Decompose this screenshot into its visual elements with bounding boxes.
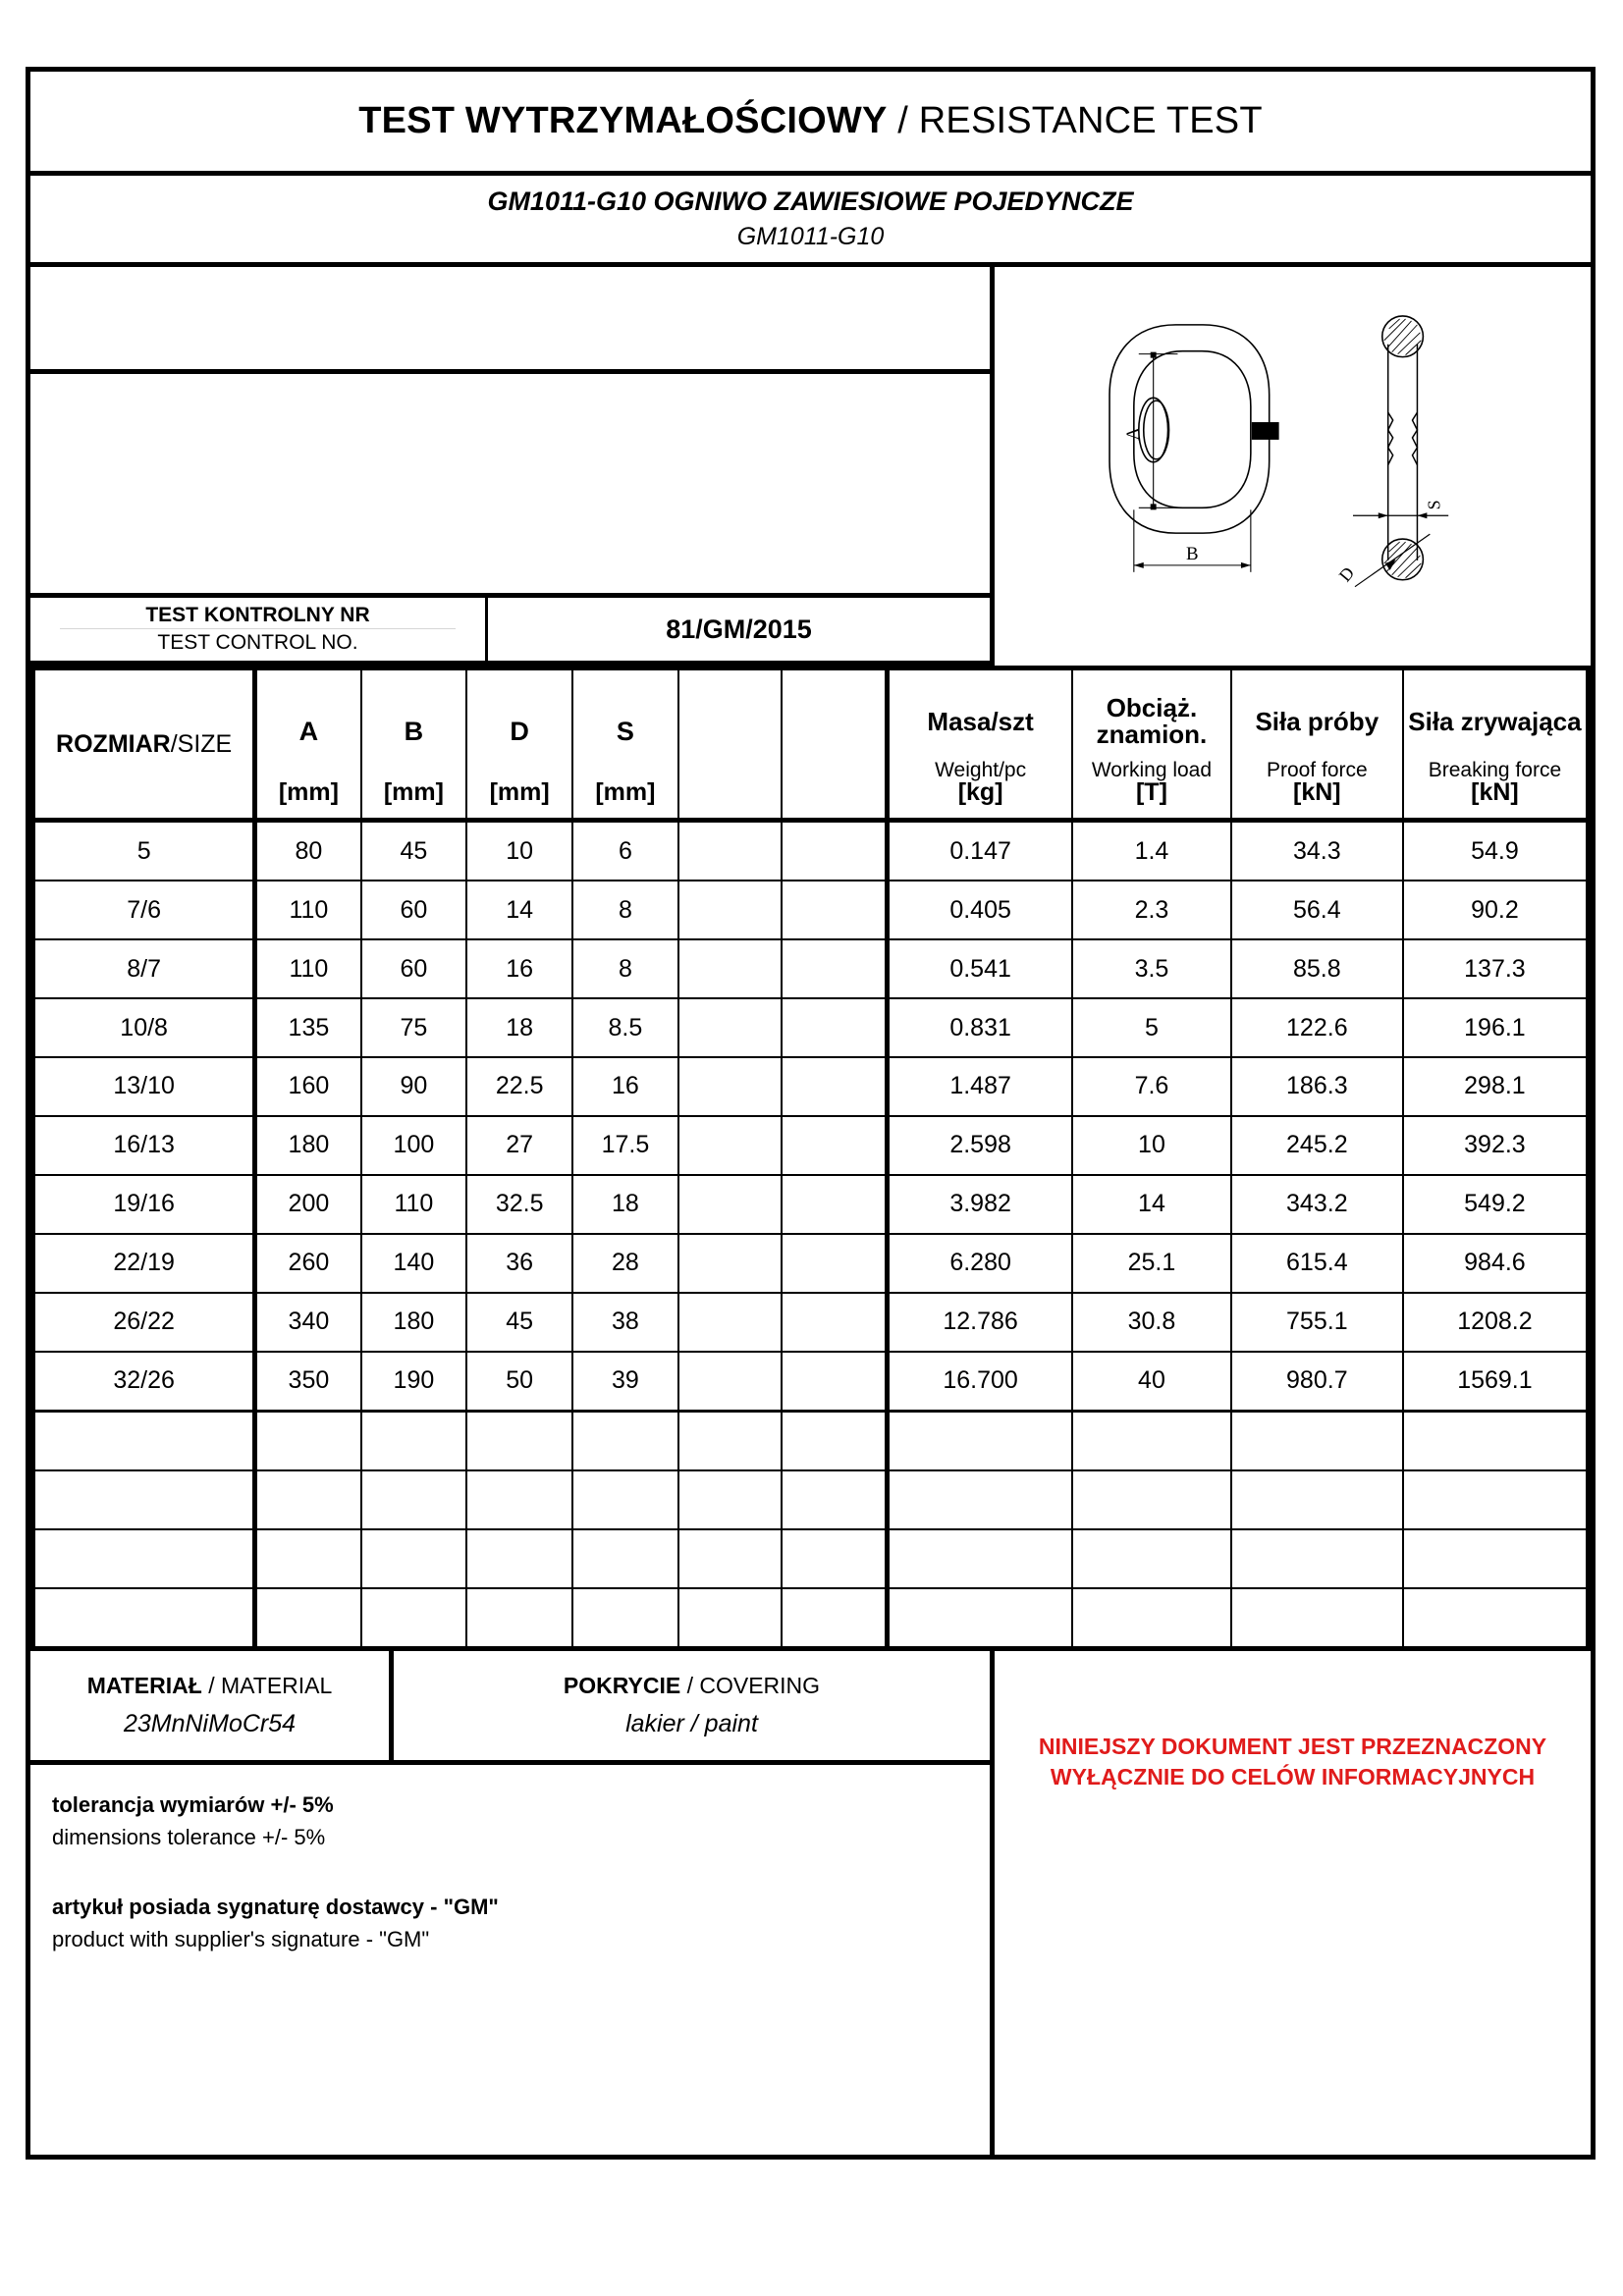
cell-empty <box>782 1588 888 1649</box>
cell-load: 1.4 <box>1072 821 1231 881</box>
header-mass-en: Weight/pc <box>935 759 1027 781</box>
cell-size: 16/13 <box>33 1116 255 1175</box>
cell-blank2 <box>782 1175 888 1234</box>
cell-empty <box>572 1411 678 1470</box>
table-row-empty <box>33 1529 1589 1588</box>
cell-d: 50 <box>466 1352 572 1412</box>
cell-empty <box>255 1411 361 1470</box>
cell-load: 10 <box>1072 1116 1231 1175</box>
table-row-empty <box>33 1470 1589 1529</box>
cell-empty <box>572 1470 678 1529</box>
specification-table-wrapper <box>30 666 1591 1651</box>
header-break-pl: Siła zrywająca <box>1408 706 1582 736</box>
table-row-empty <box>33 1411 1589 1470</box>
cell-empty <box>33 1529 255 1588</box>
cell-empty <box>888 1411 1073 1470</box>
cell-empty <box>1231 1470 1403 1529</box>
material-label-en: / MATERIAL <box>201 1673 333 1699</box>
specification-table <box>30 666 1591 1651</box>
cell-d: 45 <box>466 1293 572 1352</box>
note-signature-pl: artykuł posiada sygnaturę dostawcy - "GM" <box>52 1895 499 1919</box>
cell-a: 135 <box>255 998 361 1057</box>
cell-empty <box>1403 1529 1589 1588</box>
product-name-primary: GM1011-G10 OGNIWO ZAWIESIOWE POJEDYNCZE <box>487 187 1134 216</box>
header-s-letter: S <box>616 716 634 746</box>
table-row <box>33 881 1589 939</box>
cell-a: 260 <box>255 1234 361 1293</box>
cell-size: 26/22 <box>33 1293 255 1352</box>
cell-proof: 245.2 <box>1231 1116 1403 1175</box>
cell-d: 32.5 <box>466 1175 572 1234</box>
cell-d: 36 <box>466 1234 572 1293</box>
cell-a: 110 <box>255 939 361 998</box>
disclaimer-panel <box>995 1651 1591 2155</box>
header-proof-force <box>1231 668 1403 821</box>
test-control-label-en: TEST CONTROL NO. <box>157 631 358 654</box>
cell-proof: 755.1 <box>1231 1293 1403 1352</box>
cell-size: 32/26 <box>33 1352 255 1412</box>
product-code-secondary: GM1011-G10 <box>736 223 885 250</box>
covering-label-en: / COVERING <box>680 1673 821 1699</box>
table-row-empty <box>33 1588 1589 1649</box>
cell-empty <box>1072 1470 1231 1529</box>
document-frame <box>26 67 1596 2160</box>
header-breaking-force <box>1403 668 1589 821</box>
header-size <box>33 668 255 821</box>
cell-b: 90 <box>361 1057 467 1116</box>
material-covering-row <box>30 1651 995 1765</box>
cell-empty <box>572 1588 678 1649</box>
cell-b: 140 <box>361 1234 467 1293</box>
cross-section-top <box>1382 316 1424 357</box>
cell-empty <box>888 1470 1073 1529</box>
material-value: 23MnNiMoCr54 <box>123 1710 297 1738</box>
cell-d: 18 <box>466 998 572 1057</box>
cell-b: 60 <box>361 939 467 998</box>
cell-empty <box>255 1470 361 1529</box>
cell-proof: 186.3 <box>1231 1057 1403 1116</box>
cell-blank2 <box>782 1116 888 1175</box>
header-proof-pl: Siła próby <box>1255 706 1380 736</box>
cell-blank2 <box>782 881 888 939</box>
cell-mass: 0.831 <box>888 998 1073 1057</box>
title-band <box>30 72 1591 176</box>
title-english: / RESISTANCE TEST <box>887 100 1263 141</box>
cell-empty <box>1072 1588 1231 1649</box>
cell-empty <box>782 1470 888 1529</box>
table-row <box>33 998 1589 1057</box>
blank-box-upper <box>30 267 990 374</box>
header-a-unit: [mm] <box>278 778 339 806</box>
cell-proof: 34.3 <box>1231 821 1403 881</box>
blank-box-lower <box>30 374 990 593</box>
cell-s: 8 <box>572 881 678 939</box>
covering-label <box>564 1674 820 1697</box>
cell-blank1 <box>678 998 782 1057</box>
cell-empty <box>33 1470 255 1529</box>
material-label <box>87 1674 333 1697</box>
cell-empty <box>1072 1411 1231 1470</box>
cell-mass: 3.982 <box>888 1175 1073 1234</box>
header-spare-1 <box>678 668 782 821</box>
cell-b: 100 <box>361 1116 467 1175</box>
test-control-row <box>30 593 995 666</box>
cell-empty <box>1403 1411 1589 1470</box>
cell-blank1 <box>678 1116 782 1175</box>
cell-mass: 2.598 <box>888 1116 1073 1175</box>
cell-blank1 <box>678 881 782 939</box>
cell-s: 16 <box>572 1057 678 1116</box>
material-cell <box>30 1651 394 1760</box>
cell-empty <box>1403 1470 1589 1529</box>
cell-load: 2.3 <box>1072 881 1231 939</box>
cell-s: 28 <box>572 1234 678 1293</box>
cell-b: 75 <box>361 998 467 1057</box>
dimension-label-a: A <box>1122 427 1144 441</box>
cell-s: 39 <box>572 1352 678 1412</box>
header-break-unit: [kN] <box>1471 778 1519 806</box>
note-signature <box>52 1891 990 1955</box>
table-row <box>33 1293 1589 1352</box>
cell-empty <box>678 1588 782 1649</box>
cell-empty <box>466 1470 572 1529</box>
cell-size: 7/6 <box>33 881 255 939</box>
header-break-en: Breaking force <box>1428 759 1562 781</box>
note-signature-en: product with supplier's signature - "GM" <box>52 1927 430 1951</box>
subtitle-band <box>30 176 1591 267</box>
note-tolerance-en: dimensions tolerance +/- 5% <box>52 1825 326 1849</box>
cell-empty <box>466 1588 572 1649</box>
cell-blank1 <box>678 821 782 881</box>
cell-breaking: 298.1 <box>1403 1057 1589 1116</box>
cell-empty <box>782 1529 888 1588</box>
cell-breaking: 1208.2 <box>1403 1293 1589 1352</box>
cell-b: 110 <box>361 1175 467 1234</box>
table-body <box>33 821 1589 1649</box>
header-b <box>361 668 467 821</box>
cell-breaking: 90.2 <box>1403 881 1589 939</box>
cell-mass: 12.786 <box>888 1293 1073 1352</box>
cell-blank1 <box>678 1234 782 1293</box>
cell-empty <box>888 1588 1073 1649</box>
table-row <box>33 1175 1589 1234</box>
cell-breaking: 54.9 <box>1403 821 1589 881</box>
header-b-letter: B <box>404 716 424 746</box>
cell-breaking: 196.1 <box>1403 998 1589 1057</box>
cell-empty <box>361 1411 467 1470</box>
cell-mass: 0.147 <box>888 821 1073 881</box>
cell-s: 17.5 <box>572 1116 678 1175</box>
cell-proof: 980.7 <box>1231 1352 1403 1412</box>
header-working-load <box>1072 668 1231 821</box>
cell-d: 14 <box>466 881 572 939</box>
dimension-label-b: B <box>1186 543 1199 564</box>
table-header-row <box>33 668 1589 821</box>
header-load-pl: Obciąż. znamion. <box>1096 693 1208 749</box>
cell-load: 30.8 <box>1072 1293 1231 1352</box>
cell-a: 160 <box>255 1057 361 1116</box>
cell-empty <box>1231 1529 1403 1588</box>
table-row <box>33 1352 1589 1412</box>
header-d-letter: D <box>510 716 529 746</box>
cell-breaking: 984.6 <box>1403 1234 1589 1293</box>
test-control-label <box>30 598 488 661</box>
cell-a: 350 <box>255 1352 361 1412</box>
dimension-label-d: D <box>1334 562 1359 586</box>
page-title <box>358 100 1263 142</box>
table-row <box>33 1057 1589 1116</box>
header-load-en: Working load <box>1091 759 1213 781</box>
cell-mass: 1.487 <box>888 1057 1073 1116</box>
test-control-label-pl: TEST KONTROLNY NR <box>60 605 456 629</box>
cell-breaking: 1569.1 <box>1403 1352 1589 1412</box>
cell-blank2 <box>782 998 888 1057</box>
master-link-drawing <box>995 267 1591 593</box>
note-tolerance-pl: tolerancja wymiarów +/- 5% <box>52 1792 334 1817</box>
covering-cell <box>394 1651 990 1760</box>
cell-blank1 <box>678 1057 782 1116</box>
upper-section <box>30 267 1591 593</box>
cell-proof: 615.4 <box>1231 1234 1403 1293</box>
header-mass-unit: [kg] <box>957 778 1003 806</box>
cell-mass: 0.405 <box>888 881 1073 939</box>
cell-empty <box>255 1529 361 1588</box>
cell-empty <box>1072 1529 1231 1588</box>
table-row <box>33 821 1589 881</box>
table-row <box>33 939 1589 998</box>
cell-empty <box>33 1588 255 1649</box>
cell-empty <box>678 1411 782 1470</box>
cell-d: 16 <box>466 939 572 998</box>
weld-band <box>1252 422 1279 440</box>
cell-blank2 <box>782 1057 888 1116</box>
cell-s: 8.5 <box>572 998 678 1057</box>
cell-empty <box>466 1411 572 1470</box>
cell-blank1 <box>678 1352 782 1412</box>
test-control-number: 81/GM/2015 <box>666 614 812 644</box>
cell-empty <box>361 1529 467 1588</box>
cell-empty <box>888 1529 1073 1588</box>
header-d-unit: [mm] <box>489 778 550 806</box>
cell-size: 22/19 <box>33 1234 255 1293</box>
header-mass <box>888 668 1073 821</box>
header-a <box>255 668 361 821</box>
cell-s: 18 <box>572 1175 678 1234</box>
header-size-pl: ROZMIAR <box>56 729 171 758</box>
cell-b: 190 <box>361 1352 467 1412</box>
cell-b: 60 <box>361 881 467 939</box>
cell-blank2 <box>782 1293 888 1352</box>
cell-d: 22.5 <box>466 1057 572 1116</box>
notes-section <box>30 1765 995 2155</box>
cell-a: 110 <box>255 881 361 939</box>
cell-s: 38 <box>572 1293 678 1352</box>
cell-empty <box>678 1529 782 1588</box>
cell-blank2 <box>782 1352 888 1412</box>
cell-s: 8 <box>572 939 678 998</box>
header-b-unit: [mm] <box>383 778 444 806</box>
cell-blank2 <box>782 821 888 881</box>
cell-s: 6 <box>572 821 678 881</box>
table-row <box>33 1116 1589 1175</box>
disclaimer-line-1: NINIEJSZY DOKUMENT JEST PRZEZNACZONY <box>1038 1734 1547 1759</box>
cell-size: 8/7 <box>33 939 255 998</box>
cell-empty <box>361 1470 467 1529</box>
cell-a: 180 <box>255 1116 361 1175</box>
cell-empty <box>33 1411 255 1470</box>
cell-empty <box>255 1588 361 1649</box>
cell-size: 19/16 <box>33 1175 255 1234</box>
cell-size: 10/8 <box>33 998 255 1057</box>
cell-load: 7.6 <box>1072 1057 1231 1116</box>
cell-blank2 <box>782 1234 888 1293</box>
cell-proof: 122.6 <box>1231 998 1403 1057</box>
header-size-en: /SIZE <box>170 729 233 758</box>
cell-empty <box>361 1588 467 1649</box>
cell-breaking: 549.2 <box>1403 1175 1589 1234</box>
header-spare-2 <box>782 668 888 821</box>
covering-value: lakier / paint <box>625 1710 758 1738</box>
cell-mass: 0.541 <box>888 939 1073 998</box>
header-s <box>572 668 678 821</box>
cell-empty <box>466 1529 572 1588</box>
dimension-label-s: S <box>1424 500 1444 510</box>
cell-size: 5 <box>33 821 255 881</box>
cell-empty <box>782 1411 888 1470</box>
cell-size: 13/10 <box>33 1057 255 1116</box>
cell-mass: 16.700 <box>888 1352 1073 1412</box>
cell-load: 14 <box>1072 1175 1231 1234</box>
cell-empty <box>678 1470 782 1529</box>
cell-proof: 343.2 <box>1231 1175 1403 1234</box>
cell-empty <box>1231 1588 1403 1649</box>
cell-blank1 <box>678 1293 782 1352</box>
cell-a: 200 <box>255 1175 361 1234</box>
covering-label-pl: POKRYCIE <box>563 1673 681 1699</box>
header-proof-unit: [kN] <box>1293 778 1341 806</box>
cell-d: 10 <box>466 821 572 881</box>
header-mass-pl: Masa/szt <box>927 706 1034 736</box>
header-s-unit: [mm] <box>595 778 656 806</box>
blank-notes-area <box>30 267 995 593</box>
cell-load: 40 <box>1072 1352 1231 1412</box>
header-a-letter: A <box>298 716 319 746</box>
cell-breaking: 392.3 <box>1403 1116 1589 1175</box>
cell-load: 3.5 <box>1072 939 1231 998</box>
technical-drawing-panel <box>995 267 1591 593</box>
cell-mass: 6.280 <box>888 1234 1073 1293</box>
cell-empty <box>1403 1588 1589 1649</box>
cell-proof: 85.8 <box>1231 939 1403 998</box>
cell-blank1 <box>678 939 782 998</box>
cell-breaking: 137.3 <box>1403 939 1589 998</box>
cell-b: 45 <box>361 821 467 881</box>
cell-d: 27 <box>466 1116 572 1175</box>
material-label-pl: MATERIAŁ <box>86 1673 202 1699</box>
note-tolerance <box>52 1789 990 1853</box>
header-load-unit: [T] <box>1135 778 1167 806</box>
cell-blank1 <box>678 1175 782 1234</box>
cell-a: 340 <box>255 1293 361 1352</box>
cell-blank2 <box>782 939 888 998</box>
cell-empty <box>572 1529 678 1588</box>
cell-proof: 56.4 <box>1231 881 1403 939</box>
cell-empty <box>1231 1411 1403 1470</box>
cell-load: 25.1 <box>1072 1234 1231 1293</box>
cell-load: 5 <box>1072 998 1231 1057</box>
cell-b: 180 <box>361 1293 467 1352</box>
cell-a: 80 <box>255 821 361 881</box>
header-proof-en: Proof force <box>1266 759 1368 781</box>
table-row <box>33 1234 1589 1293</box>
disclaimer-line-2: WYŁĄCZNIE DO CELÓW INFORMACYJNYCH <box>1050 1764 1536 1790</box>
header-d <box>466 668 572 821</box>
title-polish: TEST WYTRZYMAŁOŚCIOWY <box>358 100 888 141</box>
